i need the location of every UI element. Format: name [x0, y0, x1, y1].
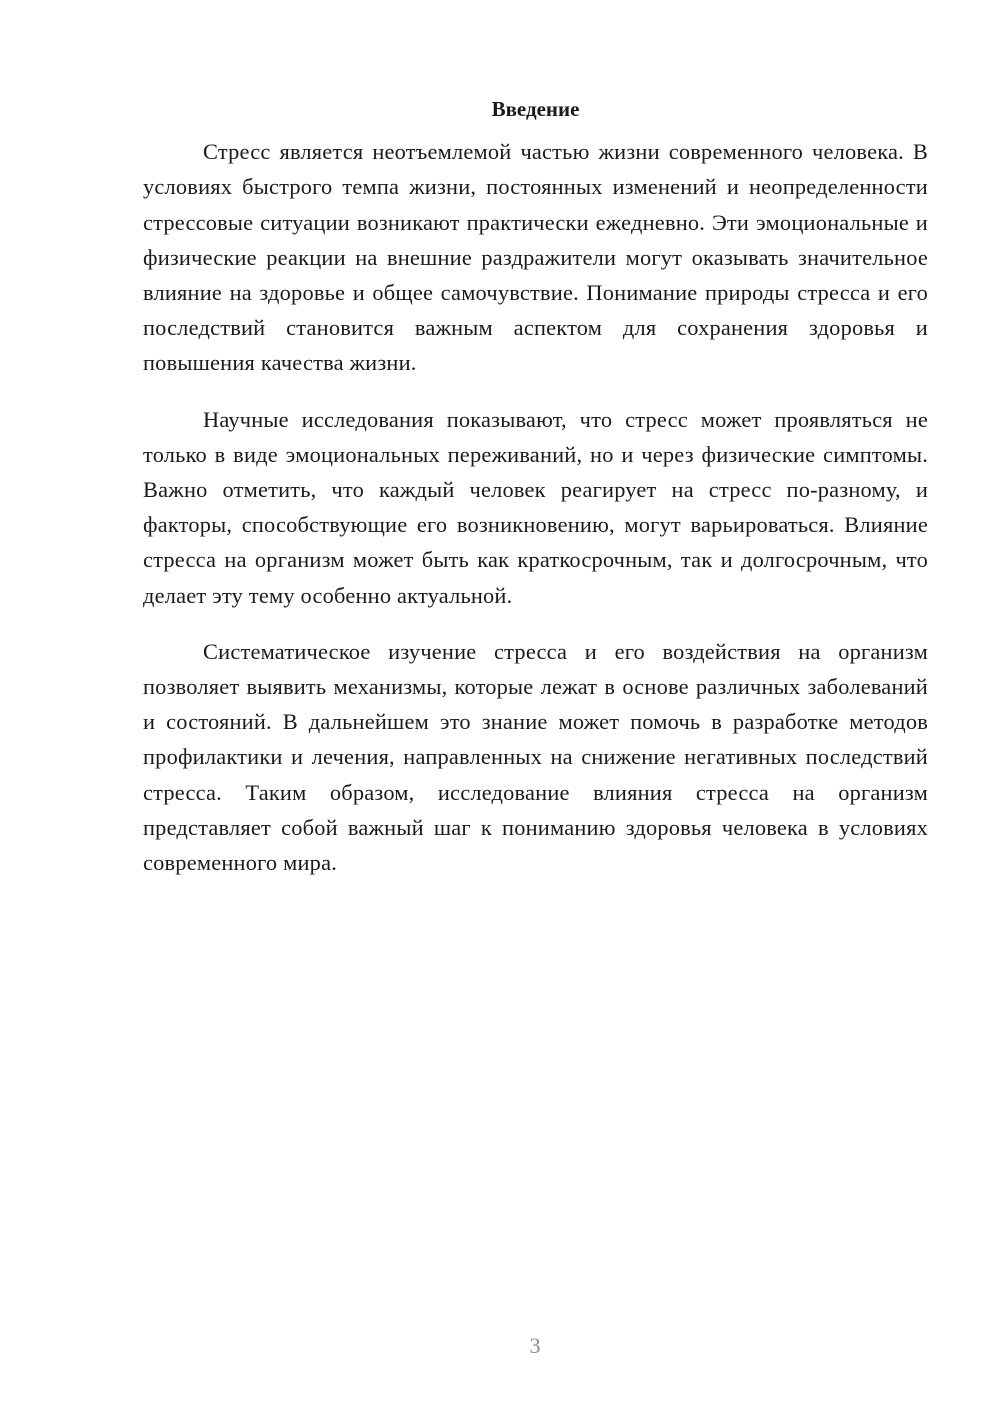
paragraph-2: Научные исследования показывают, что стресс может проявляться не только в виде эмоциональных переживаний, но и через физические симптомы. Важно отметить, что каждый человек реагирует на стресс по-разному, и факторы, способствующие его возникновению, могут варьироваться. Влияние стресса на организм может быть как краткосрочным, так и долгосрочным, что делает эту тему особенно актуальной.	[143, 406, 928, 608]
page-number: 3	[529, 1333, 541, 1358]
paragraph-1: Стресс является неотъемлемой частью жизни современного человека. В условиях быстрого темпа жизни, постоянных изменений и неопределенности стрессовые ситуации возникают практически ежедневно. Эти эмоциональные и физические реакции на внешние раздражители могут оказывать значительное влияние на здоровье и общее самочувствие. Понимание природы стресса и его последствий становится важным аспектом для сохранения здоровья и повышения качества жизни.	[143, 139, 928, 376]
section-title: Введение	[491, 97, 580, 121]
page-content	[143, 92, 928, 901]
paragraph-3: Систематическое изучение стресса и его воздействия на организм позволяет выявить механизмы, которые лежат в основе различных заболеваний и состояний. В дальнейшем это знание может помочь в разработке методов профилактики и лечения, направленных на снижение негативных последствий стресса. Таким образом, исследование влияния стресса на организм представляет собой важный шаг к пониманию здоровья человека в условиях современного мира.	[143, 638, 928, 876]
